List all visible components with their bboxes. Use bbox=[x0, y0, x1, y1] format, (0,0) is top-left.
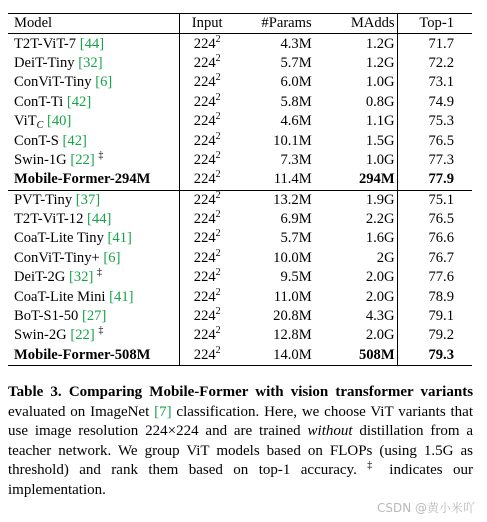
caption-text-4: indicates our implementation. bbox=[8, 462, 474, 498]
params-cell: 6.9M bbox=[280, 211, 312, 228]
table-row bbox=[8, 73, 472, 92]
citation-link[interactable]: [37] bbox=[75, 191, 101, 208]
input-exponent: 2 bbox=[215, 325, 221, 337]
header-top1: Top-1 bbox=[397, 14, 472, 34]
input-base: 224 bbox=[193, 230, 216, 247]
citation-number[interactable]: 41 bbox=[114, 288, 129, 305]
table-row bbox=[8, 34, 472, 54]
table-row bbox=[8, 170, 472, 190]
model-subscript: C bbox=[36, 120, 44, 132]
model-name: DeiT-2G bbox=[14, 269, 66, 286]
params-cell: 10.0M bbox=[273, 249, 312, 266]
params-cell: 6.0M bbox=[280, 74, 312, 91]
input-base: 224 bbox=[193, 151, 216, 168]
input-base: 224 bbox=[193, 132, 216, 149]
input-exponent: 2 bbox=[215, 169, 221, 181]
citation-number[interactable]: 27 bbox=[86, 308, 102, 325]
input-exponent: 2 bbox=[215, 228, 221, 240]
input-exponent: 2 bbox=[215, 247, 221, 259]
header-input: Input bbox=[180, 14, 235, 34]
citation-number[interactable]: 6 bbox=[100, 74, 108, 91]
citation-number[interactable]: 42 bbox=[67, 132, 83, 149]
params-cell: 20.8M bbox=[273, 308, 312, 325]
input-cell bbox=[180, 93, 235, 112]
table-caption bbox=[8, 383, 473, 500]
input-cell bbox=[180, 34, 235, 54]
citation-link[interactable]: [32] bbox=[78, 54, 103, 71]
top1-cell: 76.7 bbox=[397, 249, 472, 268]
table-header-row bbox=[8, 14, 472, 34]
model-cell bbox=[8, 73, 180, 92]
input-cell bbox=[180, 73, 235, 92]
table-row bbox=[8, 229, 472, 248]
top1-cell: 76.5 bbox=[397, 131, 472, 150]
input-exponent: 2 bbox=[215, 130, 221, 142]
input-base: 224 bbox=[193, 308, 216, 325]
input-base: 224 bbox=[193, 191, 216, 208]
table-row bbox=[8, 287, 472, 306]
table-body bbox=[8, 34, 472, 366]
implementation-mark: ‡ bbox=[97, 267, 102, 279]
citation-number[interactable]: 22 bbox=[75, 327, 90, 344]
madds-cell: 1.0G bbox=[365, 151, 395, 168]
watermark: CSDN @黄小米吖 bbox=[376, 501, 475, 515]
params-cell: 11.4M bbox=[273, 171, 312, 188]
top1-cell: 75.1 bbox=[397, 190, 472, 210]
input-exponent: 2 bbox=[215, 91, 221, 103]
madds-cell: 1.1G bbox=[365, 113, 395, 130]
madds-cell: 1.5G bbox=[365, 132, 395, 149]
model-cell bbox=[8, 268, 180, 287]
input-base: 224 bbox=[193, 113, 216, 130]
input-cell bbox=[180, 131, 235, 150]
caption-title: Comparing Mobile-Former with vision transformer variants bbox=[68, 384, 474, 400]
header-params: #Params bbox=[234, 14, 314, 34]
top1-cell: 72.2 bbox=[397, 54, 472, 73]
params-cell: 5.7M bbox=[280, 54, 312, 71]
input-cell bbox=[180, 326, 235, 345]
citation-link[interactable]: [6] bbox=[95, 74, 113, 91]
params-cell: 4.3M bbox=[280, 35, 312, 52]
model-name: ConViT-Tiny+ bbox=[14, 249, 100, 266]
top1-cell: 79.2 bbox=[397, 326, 472, 345]
table-row bbox=[8, 346, 472, 366]
model-name: CoaT-Lite Mini bbox=[14, 288, 106, 305]
input-exponent: 2 bbox=[215, 72, 221, 84]
citation-number[interactable]: 44 bbox=[84, 35, 100, 52]
madds-cell: 2.0G bbox=[365, 269, 395, 286]
input-base: 224 bbox=[193, 35, 216, 52]
table-row bbox=[8, 210, 472, 229]
caption-text-1: evaluated on ImageNet bbox=[8, 403, 155, 420]
madds-cell: 508M bbox=[315, 346, 397, 366]
madds-cell: 1.6G bbox=[365, 230, 395, 247]
table-row bbox=[8, 307, 472, 326]
input-cell bbox=[180, 287, 235, 306]
madds-cell: 2G bbox=[376, 249, 395, 266]
citation-link[interactable]: [40] bbox=[46, 113, 72, 130]
input-exponent: 2 bbox=[215, 344, 221, 356]
input-exponent: 2 bbox=[215, 267, 221, 279]
table-row bbox=[8, 326, 472, 345]
input-cell bbox=[180, 112, 235, 131]
model-name: T2T-ViT-12 bbox=[14, 211, 84, 228]
input-cell bbox=[180, 54, 235, 73]
model-cell bbox=[8, 112, 180, 131]
citation-number[interactable]: 32 bbox=[83, 54, 98, 71]
top1-cell: 71.7 bbox=[397, 34, 472, 54]
model-cell bbox=[8, 34, 180, 54]
input-exponent: 2 bbox=[215, 189, 221, 201]
model-cell bbox=[8, 54, 180, 73]
input-exponent: 2 bbox=[215, 111, 221, 123]
citation-link[interactable]: [44] bbox=[79, 35, 105, 52]
top1-cell: 79.1 bbox=[397, 307, 472, 326]
citation-link[interactable]: [32] bbox=[69, 269, 94, 286]
implementation-mark: ‡ bbox=[98, 149, 104, 161]
citation-link[interactable]: [22] bbox=[70, 327, 95, 344]
input-base: 224 bbox=[193, 269, 216, 286]
model-name: ConT-S bbox=[14, 132, 59, 149]
input-base: 224 bbox=[193, 249, 216, 266]
top1-cell: 76.5 bbox=[397, 210, 472, 229]
input-base: 224 bbox=[193, 171, 216, 188]
table-row bbox=[8, 54, 472, 73]
citation-link[interactable]: [44] bbox=[87, 211, 112, 228]
caption-text-2: classification. Here, we choose ViT variants that use image resolution 224×224 and are trained bbox=[8, 403, 473, 439]
params-cell: 7.3M bbox=[280, 151, 312, 168]
madds-cell: 2.2G bbox=[365, 211, 395, 228]
madds-cell: 0.8G bbox=[365, 93, 395, 110]
input-base: 224 bbox=[193, 288, 216, 305]
input-exponent: 2 bbox=[215, 306, 221, 318]
citation-number[interactable]: 44 bbox=[91, 211, 107, 228]
caption-label: Table 3. bbox=[8, 384, 62, 400]
input-exponent: 2 bbox=[215, 286, 221, 298]
citation-number[interactable]: 37 bbox=[80, 191, 96, 208]
model-name: Mobile-Former-294M bbox=[14, 171, 151, 188]
model-cell bbox=[8, 210, 180, 229]
header-madds: MAdds bbox=[315, 14, 397, 34]
input-cell bbox=[180, 307, 235, 326]
citation-number[interactable]: 41 bbox=[112, 230, 128, 247]
params-cell: 11.0M bbox=[273, 288, 312, 305]
caption-citation-link[interactable]: [7] bbox=[154, 403, 172, 420]
input-exponent: 2 bbox=[215, 33, 221, 45]
top1-cell: 73.1 bbox=[397, 73, 472, 92]
model-cell bbox=[8, 151, 180, 170]
input-base: 224 bbox=[193, 93, 216, 110]
model-name: BoT-S1-50 bbox=[14, 308, 79, 325]
madds-cell: 294M bbox=[358, 171, 395, 188]
input-cell bbox=[180, 229, 235, 248]
model-name: ConT-Ti bbox=[14, 93, 64, 110]
input-cell bbox=[180, 170, 235, 190]
madds-cell: 1.2G bbox=[365, 54, 395, 71]
input-base: 224 bbox=[193, 327, 216, 344]
model-name: DeiT-Tiny bbox=[14, 54, 75, 71]
table-row bbox=[8, 131, 472, 150]
input-cell bbox=[180, 268, 235, 287]
implementation-mark: ‡ bbox=[98, 325, 104, 337]
citation-number[interactable]: 40 bbox=[51, 113, 67, 130]
model-name: Swin-1G bbox=[14, 151, 67, 168]
input-cell bbox=[180, 190, 235, 210]
model-name: PVT-Tiny bbox=[14, 191, 73, 208]
top1-cell: 77.9 bbox=[397, 170, 472, 190]
madds-cell: 1.9G bbox=[315, 190, 397, 210]
top1-cell: 79.3 bbox=[397, 346, 472, 366]
madds-cell: 1.2G bbox=[365, 35, 395, 52]
model-name: CoaT-Lite Tiny bbox=[14, 230, 104, 247]
input-cell bbox=[180, 151, 235, 170]
model-name: Swin-2G bbox=[14, 327, 67, 344]
madds-cell: 1.0G bbox=[365, 74, 395, 91]
top1-cell: 75.3 bbox=[397, 112, 472, 131]
top1-cell: 74.9 bbox=[397, 93, 472, 112]
input-cell bbox=[180, 210, 235, 229]
madds-cell: 4.3G bbox=[365, 308, 395, 325]
citation-link[interactable]: [6] bbox=[103, 249, 121, 266]
model-cell bbox=[8, 93, 180, 112]
params-cell: 5.8M bbox=[280, 93, 312, 110]
madds-cell: 2.0G bbox=[365, 327, 395, 344]
model-cell bbox=[8, 131, 180, 150]
citation-link[interactable]: [42] bbox=[62, 132, 87, 149]
model-cell bbox=[8, 287, 180, 306]
params-cell: 10.1M bbox=[273, 132, 312, 149]
params-cell: 12.8M bbox=[273, 327, 312, 344]
citation-link[interactable]: [41] bbox=[109, 288, 134, 305]
citation-link[interactable]: [27] bbox=[82, 308, 107, 325]
model-cell bbox=[8, 229, 180, 248]
model-cell bbox=[8, 190, 180, 210]
model-name: T2T-ViT-7 bbox=[14, 35, 77, 52]
table-row bbox=[8, 268, 472, 287]
model-cell bbox=[8, 249, 180, 268]
input-base: 224 bbox=[193, 211, 216, 228]
model-cell bbox=[8, 307, 180, 326]
citation-link[interactable]: [41] bbox=[107, 230, 132, 247]
citation-number[interactable]: 32 bbox=[73, 269, 89, 286]
model-name: ViT bbox=[14, 113, 37, 130]
params-cell: 9.5M bbox=[280, 269, 312, 286]
table-row bbox=[8, 249, 472, 268]
table-row bbox=[8, 151, 472, 170]
caption-dagger: ‡ bbox=[367, 460, 379, 471]
model-cell bbox=[8, 346, 180, 366]
header-model: Model bbox=[8, 14, 180, 34]
caption-text-3: distillation from a teacher network. We group ViT models based on FLOPs (using 1.5G as threshold) and rank them based on top-1 accuracy. bbox=[8, 423, 473, 478]
input-exponent: 2 bbox=[215, 52, 221, 64]
input-exponent: 2 bbox=[215, 149, 221, 161]
citation-number[interactable]: 22 bbox=[75, 151, 90, 168]
results-table bbox=[8, 13, 472, 366]
citation-number[interactable]: 6 bbox=[108, 249, 116, 266]
params-cell: 13.2M bbox=[234, 190, 314, 210]
input-base: 224 bbox=[193, 74, 216, 91]
top1-cell: 76.6 bbox=[397, 229, 472, 248]
params-cell: 14.0M bbox=[234, 346, 314, 366]
input-cell bbox=[180, 249, 235, 268]
caption-emphasis: without bbox=[307, 423, 353, 439]
model-cell bbox=[8, 170, 180, 190]
input-exponent: 2 bbox=[215, 209, 221, 221]
model-name: Mobile-Former-508M bbox=[14, 346, 151, 363]
table-row bbox=[8, 112, 472, 131]
top1-cell: 78.9 bbox=[397, 287, 472, 306]
top1-cell: 77.6 bbox=[397, 268, 472, 287]
citation-link[interactable]: [42] bbox=[66, 93, 92, 110]
params-cell: 5.7M bbox=[280, 230, 312, 247]
citation-link[interactable]: [22] bbox=[70, 151, 95, 168]
table-row bbox=[8, 93, 472, 112]
input-base: 224 bbox=[193, 54, 216, 71]
input-cell bbox=[180, 346, 235, 366]
model-cell bbox=[8, 326, 180, 345]
model-name: ConViT-Tiny bbox=[14, 74, 92, 91]
params-cell: 4.6M bbox=[280, 113, 312, 130]
madds-cell: 2.0G bbox=[365, 288, 395, 305]
top1-cell: 77.3 bbox=[397, 151, 472, 170]
input-base: 224 bbox=[193, 346, 216, 363]
table-row bbox=[8, 190, 472, 210]
citation-number[interactable]: 42 bbox=[71, 93, 87, 110]
